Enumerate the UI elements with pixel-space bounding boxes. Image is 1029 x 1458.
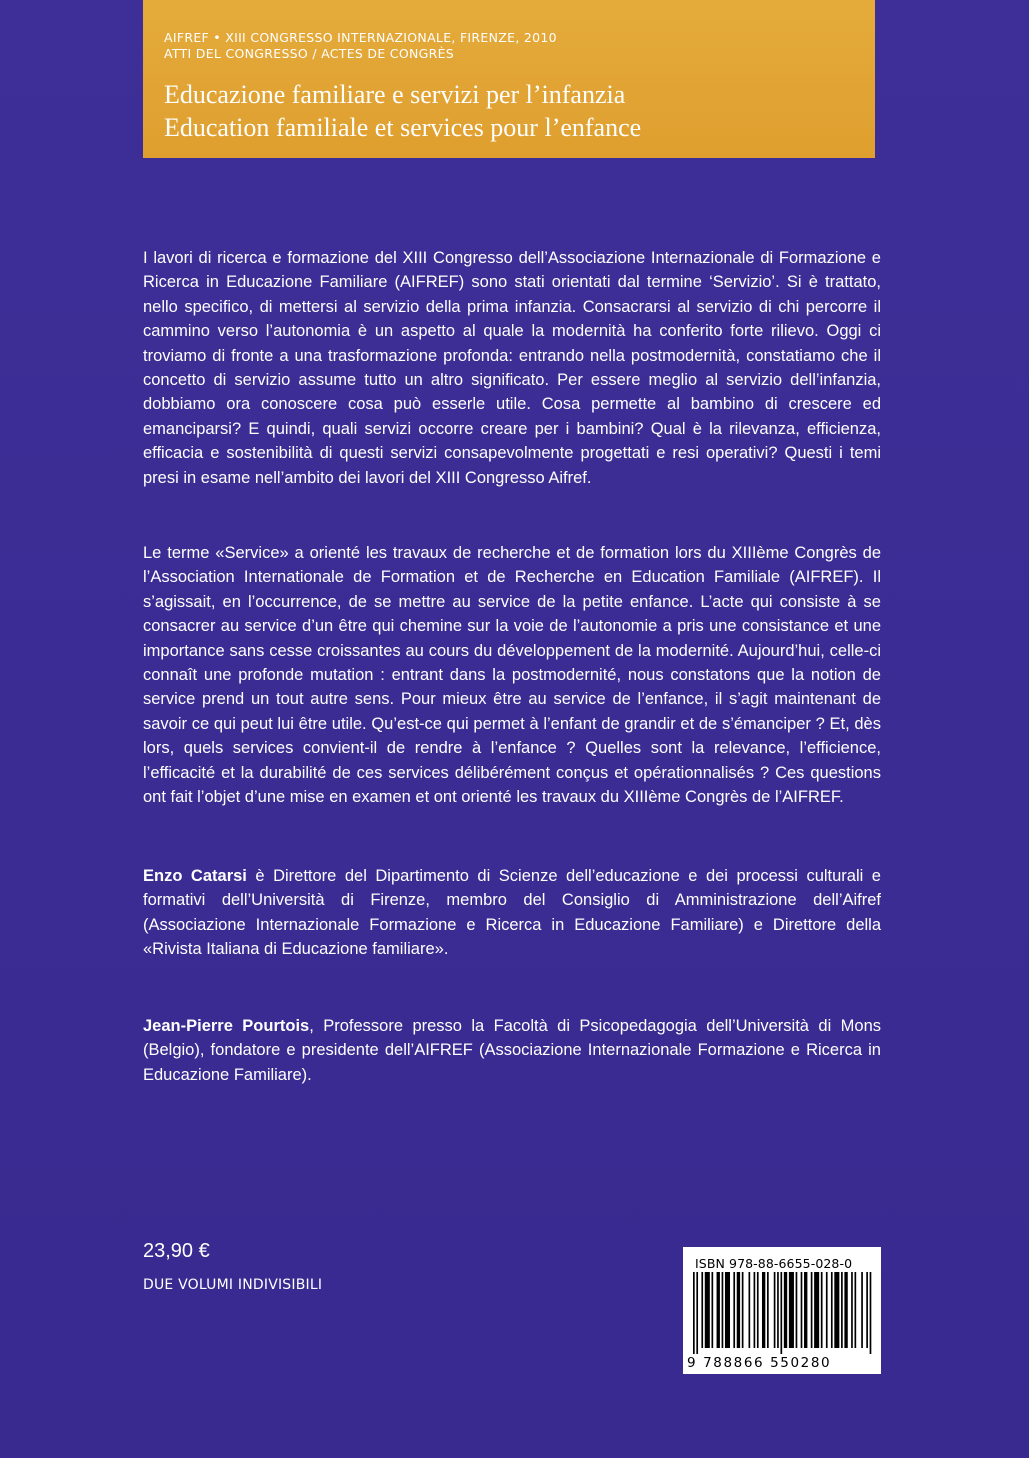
barcode-bar bbox=[725, 1272, 730, 1348]
barcode-bar bbox=[737, 1272, 740, 1348]
barcode-bar bbox=[814, 1272, 819, 1348]
author-bio-text: , Professore presso la Facoltà di Psicopedagogia dell’Università di Mons (Belgio), fondatore e presidente dell’AIFREF (Associazione Internazionale Formazione e Ricerca in Educazione Familiare). bbox=[143, 1017, 881, 1084]
barcode-bar bbox=[831, 1272, 833, 1348]
book-title bbox=[164, 78, 864, 144]
barcode-bar bbox=[821, 1272, 823, 1348]
author-bio-text: è Direttore del Dipartimento di Scienze dell’educazione e dei processi culturali e formativi dell’Università di Firenze, membro del Consiglio di Amministrazione dell’Aifref (Associazione Internazionale Formazione e Ricerca in Educazione Familiare) e Direttore della «Rivista Italiana di Educazione familiare». bbox=[143, 867, 881, 959]
barcode-bar bbox=[757, 1272, 759, 1348]
barcode-bar bbox=[811, 1272, 813, 1348]
barcode-bar bbox=[722, 1272, 724, 1348]
barcode-bar bbox=[767, 1272, 769, 1348]
barcode-bar bbox=[870, 1272, 872, 1354]
barcode-bar bbox=[696, 1272, 698, 1354]
isbn-number: ISBN 978-88-6655-028-0 bbox=[695, 1256, 853, 1271]
barcode-bar bbox=[861, 1272, 863, 1348]
title-italian: Educazione familiare e servizi per l’infanzia bbox=[164, 80, 626, 109]
barcode-bar bbox=[784, 1272, 787, 1348]
author-bio-catarsi bbox=[143, 864, 881, 962]
barcode-bar bbox=[796, 1272, 798, 1348]
blurb-italian-text: I lavori di ricerca e formazione del XIII Congresso dell’Associazione Internazionale di Formazione e Ricerca in Educazione Familiare (AIFREF) sono stati orientati dal termine ‘Servizio’. Si è trattato, nello specifico, di mettersi al servizio della prima infanzia. Consacrarsi al servizio di chi percorre il cammino verso l’autonomia è un aspetto al quale la modernità ha conferito forte rilievo. Oggi ci troviamo di fronte a una trasformazione profonda: entrando nella postmodernità, constatiamo che il concetto di servizio assume tutto un altro significato. Per essere meglio al servizio dell’infanzia, dobbiamo ora conoscere cosa può esserle utile. Cosa permette al bambino di crescere ed emanciparsi? E quindi, quali servizi occorre creare per i bambini? Qual è la rilevanza, efficienza, efficacia e sostenibilità di questi servizi consapevolmente progettati e resi operativi? Questi i temi presi in esame nell’ambito dei lavori del XIII Congresso Aifref. bbox=[143, 249, 881, 487]
title-french: Education familiale et services pour l’enfance bbox=[164, 113, 642, 142]
barcode-bar bbox=[855, 1272, 857, 1348]
barcode-bar bbox=[749, 1272, 751, 1348]
series-info bbox=[164, 30, 864, 62]
price: 23,90 € bbox=[143, 1240, 210, 1262]
barcode-bar bbox=[754, 1272, 756, 1348]
blurb-italian bbox=[143, 246, 881, 490]
barcode-bar bbox=[866, 1272, 868, 1348]
barcode-bar bbox=[844, 1272, 847, 1348]
barcode-icon bbox=[693, 1272, 873, 1354]
volumes-note: DUE VOLUMI INDIVISIBILI bbox=[143, 1277, 323, 1293]
barcode-bar bbox=[851, 1272, 853, 1348]
barcode-bar bbox=[789, 1272, 794, 1348]
barcode-bar bbox=[705, 1272, 710, 1348]
barcode-bar bbox=[804, 1272, 807, 1348]
barcode-bar bbox=[717, 1272, 720, 1348]
series-line-1: AIFREF • XIII CONGRESSO INTERNAZIONALE, FIRENZE, 2010 bbox=[164, 30, 557, 45]
barcode-bar bbox=[774, 1272, 776, 1348]
barcode-label bbox=[683, 1247, 881, 1374]
barcode-bar bbox=[733, 1272, 735, 1348]
barcode-bar bbox=[693, 1272, 695, 1354]
ean-number: 9 788866 550280 bbox=[687, 1355, 832, 1371]
barcode-bar bbox=[742, 1272, 744, 1348]
barcode-bar bbox=[826, 1272, 828, 1348]
author-name: Jean-Pierre Pourtois bbox=[143, 1017, 310, 1035]
barcode-bar bbox=[712, 1272, 714, 1348]
barcode-bar bbox=[801, 1272, 803, 1348]
barcode-bar bbox=[841, 1272, 843, 1348]
blurb-french-text: Le terme «Service» a orienté les travaux de recherche et de formation lors du XIIIème Congrès de l’Association Internationale de Formation et de Recherche en Education Familiale (AIFREF). Il s’agissait, en l’occurrence, de se mettre au service de la petite enfance. L’acte qui consiste à se consacrer au service d’un être qui chemine sur la voie de l’autonomie a pris une consistance et une importance sans cesse croissantes au cours du développement de la modernité. Aujourd’hui, celle-ci connaît une profonde mutation : entrant dans la postmodernité, nous constatons que la notion de service prend un tout autre sens. Pour mieux être au service de l’enfance, il s’agit maintenant de savoir ce qui peut lui être utile. Qu’est-ce qui permet à l’enfant de grandir et de s’émanciper ? Et, dès lors, quels services convient-il de rendre à l’enfance ? Quelles sont la relevance, l’efficience, l’efficacité et la durabilité de ces services délibérément conçus et opérationnalisés ? Ces questions ont fait l’objet d’une mise en examen et ont orienté les travaux du XIIIème Congrès de l’AIFREF. bbox=[143, 544, 881, 807]
barcode-bar bbox=[777, 1272, 779, 1348]
barcode-bar bbox=[834, 1272, 839, 1348]
barcode-bar bbox=[762, 1272, 765, 1348]
series-line-2: ATTI DEL CONGRESSO / ACTES DE CONGRÈS bbox=[164, 46, 455, 61]
barcode-bar bbox=[701, 1272, 703, 1348]
author-bio-pourtois bbox=[143, 1014, 881, 1087]
blurb-french bbox=[143, 541, 881, 809]
barcode-bar bbox=[780, 1272, 782, 1354]
author-name: Enzo Catarsi bbox=[143, 867, 247, 885]
